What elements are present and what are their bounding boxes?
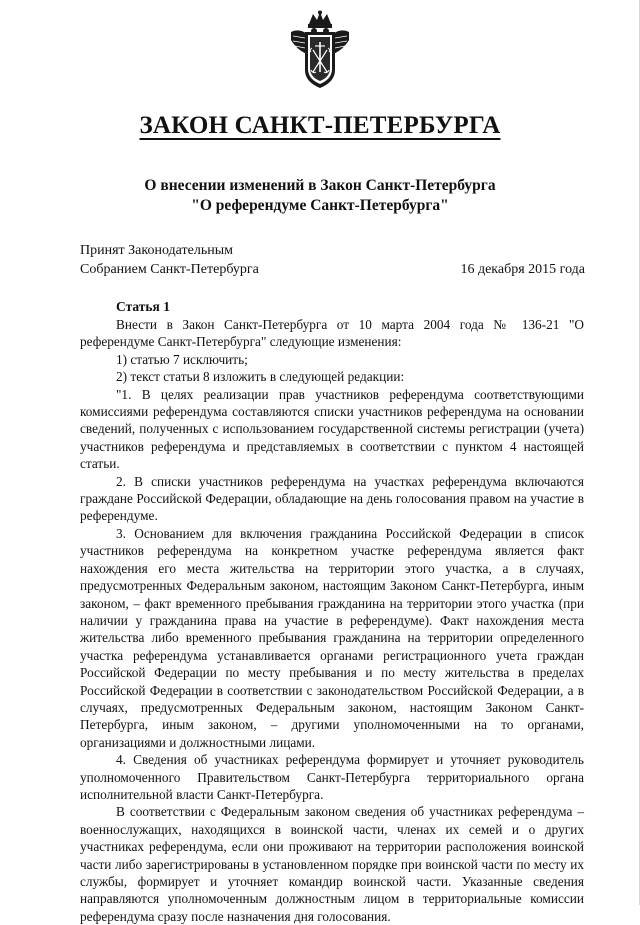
paragraph: 3. Основанием для включения гражданина Российской Федерации в список участников референдума на конкретном участке референдума является факт нахождения его места жительства на территории этого участка, а в случаях, предусмотренных Федеральным законом, настоящим Законом Санкт-Петербурга, иным законом, – факт временного пребывания гражданина на территории этого участка (при наличии у гражданина права на участие в референдуме). Факт нахождения места жительства либо временного пребывания гражданина на территории определенного участка референдума устанавливается органами регистрационного учета граждан Российской Федерации по месту пребывания и по месту жительства в пределах Российской Федерации в соответствии с законодательством Российской Федерации, а в случаях, предусмотренных Федеральным законом, настоящим Законом Санкт-Петербурга, иным законом, – другими уполномоченными на то органами, организациями и должностными лицами. [80,525,584,750]
paragraph: 4. Сведения об участниках референдума формирует и уточняет руководитель уполномоченного Правительством Санкт-Петербурга территориального органа исполнительной власти Санкт-Петербурга. [80,752,584,802]
paragraph: "1. В целях реализации прав участников референдума соответствующими комиссиями референдума составляются списки участников референдума на основании сведений, полученных с использованием государственной системы регистрации (учета) участников референдума и представляемых в соответствии с пунктом 4 настоящей статьи. [80,386,584,472]
adoption-line: Собранием Санкт-Петербурга [80,262,259,277]
adoption-date: 16 декабря 2015 года [460,262,585,277]
law-subtitle [0,176,640,216]
paragraph: 2. В списки участников референдума на участках референдума включаются граждане Российской Федерации, обладающие на день голосования правом на участие в референдуме. [80,473,584,524]
paragraph: Внести в Закон Санкт-Петербурга от 10 марта 2004 года № 136-21 "О референдуме Санкт-Петербурга" следующие изменения: [80,317,584,350]
coat-of-arms-icon [289,10,351,90]
subtitle-line: "О референдуме Санкт-Петербурга" [191,197,449,214]
paragraph: В соответствии с Федеральным законом сведения об участниках референдума – военнослужащих, находящихся в воинской части, членах их семей и о других участниках референдума, если они проживают на территории расположения воинской части либо зарегистрированы в установленном порядке при воинской части по месту их службы, формирует и уточняет командир воинской части. Указанные сведения направляются уполномоченным должностным лицом в территориальные комиссии референдума сразу после назначения дня голосования. [80,804,584,924]
adoption-line: Принят Законодательным [80,243,233,258]
article-heading: Статья 1 [116,299,170,314]
adoption-note [80,241,259,279]
law-title: ЗАКОН САНКТ-ПЕТЕРБУРГА [139,112,501,139]
paragraph: 2) текст статьи 8 изложить в следующей редакции: [116,369,405,385]
paragraph: 1) статью 7 исключить; [116,351,248,367]
law-body [80,298,584,925]
subtitle-line: О внесении изменений в Закон Санкт-Петербурга [144,177,496,194]
